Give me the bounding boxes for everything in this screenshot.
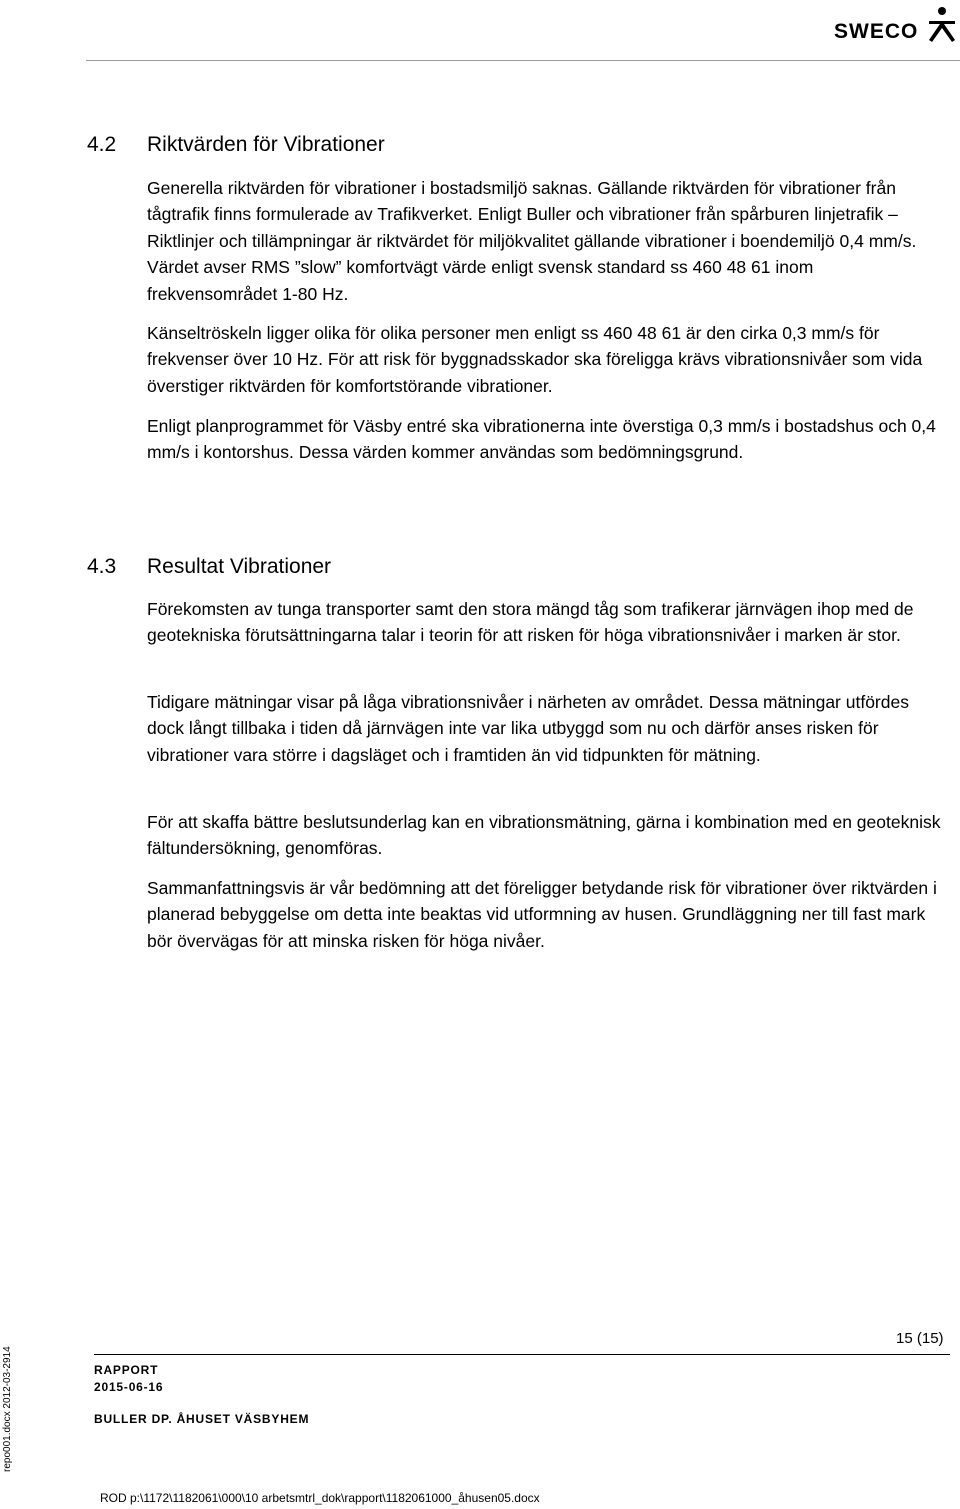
file-path: ROD p:\1172\1182061\000\10 arbetsmtrl_dok\rapport\1182061000_åhusen05.docx [100,1491,540,1505]
header-divider [86,60,960,61]
paragraph: Sammanfattningsvis är vår bedömning att det föreligger betydande risk för vibrationer över riktvärden i planerad bebyggelse om detta inte beaktas vid utformning av husen. Grundläggning ner till fast mark bör övervägas för att minska risken för höga nivåer. [147,878,937,951]
section-title: Riktvärden för Vibrationer [147,133,385,156]
sweco-logo [834,6,960,46]
footer-divider [94,1354,950,1355]
page-number: 15 (15) [896,1330,944,1347]
section-heading-4-3 [87,555,331,579]
paragraph: Generella riktvärden för vibrationer i bostadsmiljö saknas. Gällande riktvärden för vibrationer från tågtrafik finns formulerade av Trafikverket. Enligt Buller och vibrationer från spårburen linjetrafik – Riktlinjer och tillämpningar är riktvärdet för miljökvalitet gällande vibrationer i boendemiljö 0,4 mm/s. Värdet avser RMS ”slow” komfortvägt värde enligt svensk standard ss 460 48 61 inom frekvensområdet 1-80 Hz. [147,178,917,304]
section-title: Resultat Vibrationer [147,555,332,578]
project-name: BULLER DP. ÅHUSET VÄSBYHEM [94,1412,310,1426]
template-id: repo001.docx 2012-03-2914 [2,1346,13,1472]
paragraph: Känseltröskeln ligger olika för olika personer men enligt ss 460 48 61 är den cirka 0,3 mm/s för frekvenser över 10 Hz. För att risk för byggnadsskador ska föreligga krävs vibrationsnivåer som vida överstiger riktvärden för komfortstörande vibrationer. [147,323,923,396]
section-heading-4-2 [87,133,385,157]
paragraph: Tidigare mätningar visar på låga vibrationsnivåer i närheten av området. Dessa mätningar utfördes dock långt tillbaka i tiden då järnvägen inte var lika utbyggd som nu och därför anses risken för vibrationer vara större i dagsläget och i framtiden än vid tidpunkten för mätning. [147,692,909,765]
paragraph: Enligt planprogrammet för Väsby entré ska vibrationerna inte överstiga 0,3 mm/s i bostadshus och 0,4 mm/s i kontorshus. Dessa värden kommer användas som bedömningsgrund. [147,416,936,463]
section-number: 4.2 [87,133,117,156]
paragraph: För att skaffa bättre beslutsunderlag kan en vibrationsmätning, gärna i kombination med en geoteknisk fältundersökning, genomföras. [147,812,941,859]
logo-text: SWECO [834,20,919,43]
section-number: 4.3 [87,555,117,578]
paragraph: Förekomsten av tunga transporter samt den stora mängd tåg som trafikerar järnvägen ihop med de geotekniska förutsättningarna talar i teorin för att risken för höga vibrationsnivåer i marken är stor. [147,599,914,646]
document-date: 2015-06-16 [94,1380,164,1394]
sweco-symbol-icon [926,6,958,44]
document-type: RAPPORT [94,1363,159,1377]
